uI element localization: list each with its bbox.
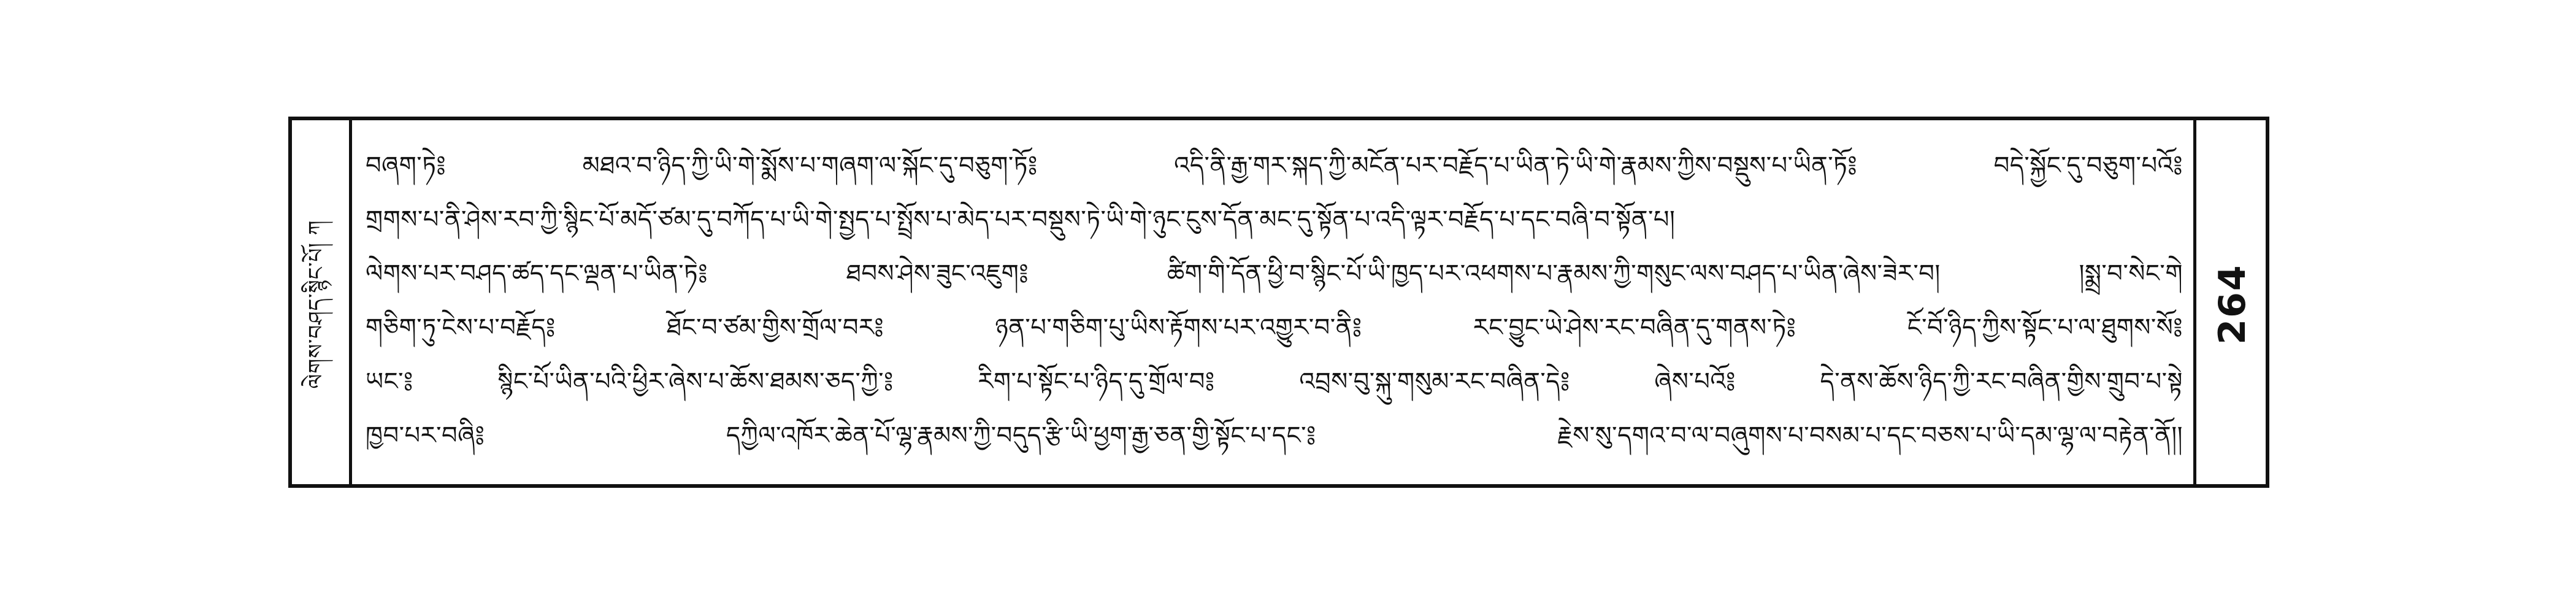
left-margin <box>292 120 352 484</box>
manuscript-folio <box>288 117 2269 488</box>
text-line-5: ཡང་༔ སྙིང་པོ་ཡིན་པའི་ཕྱིར་ཞེས་པ་ཆོས་ཐམས་ཅད་ཀྱི་༔ རིག་པ་སྟོང་པ་ཉིད་དུ་གྲོལ་བ༔ འབྲས་བུ་སྐུ་གསུམ་རང་བཞིན་དེ༔ ཞེས་པའོ༔ དེ་ནས་ཆོས་ཉིད་ཀྱི་རང་བཞིན་གྱིས་གྲུབ་པ་སྟེ <box>366 368 2183 396</box>
text-line-6: ཁྱབ་པར་བཞི༔ དཀྱིལ་འཁོར་ཆེན་པོ་ལྷ་རྣམས་ཀྱི་བདུད་རྩི་ཡི་ཕྱག་རྒྱ་ཅན་གྱི་སྟོང་པ་དང་༔ རྗེས་སུ་དགའ་བ་ལ་བཞུགས་པ་བསམ་པ་དང་བཅས་པ་ཡི་དམ་ལྷ་ལ་བརྟེན་ནོ།། <box>366 422 2183 450</box>
text-line-4: གཅིག་ཏུ་ངེས་པ་བརྗོད༔ ཐོང་བ་ཙམ་གྱིས་གྲོལ་བར༔ ཉན་པ་གཅིག་པུ་ཡིས་རྟོགས་པར་འགྱུར་བ་ནི༔ རང་བྱུང་ཡེ་ཤེས་རང་བཞིན་དུ་གནས་ཏེ༔ ངོ་བོ་ཉིད་ཀྱིས་སྟོང་པ་ལ་ཐུགས་སོ༔ <box>366 314 2183 342</box>
text-line-2: གྲགས་པ་ནི་ཤེས་རབ་ཀྱི་སྙིང་པོ་མདོ་ཙམ་དུ་བཀོད་པ་ཡི་གེ་སྤྱད་པ་སྤྲོས་པ་མེད་པར་བསྡུས་ཏེ་ཡི་གེ་ཉུང་ངུས་དོན་མང་དུ་སྟོན་པ་འདི་ལྟར་བརྗོད་པ་དང་བཞི་བ་སྟོན་པ། <box>366 206 1676 234</box>
text-line-1: བཞག་ཏེ༔ མཐའ་བ་ཉིད་ཀྱི་ཡི་གེ་སྨོས་པ་གཞག་ལ་སྐོང་དུ་བཅུག་ཏོ༔ འདི་ནི་རྒྱ་གར་སྐད་ཀྱི་མངོན་པར་བརྗོད་པ་ཡིན་ཏེ་ཡི་གེ་རྣམས་ཀྱིས་བསྡུས་པ་ཡིན་ཏོ༔ བདེ་སྐྱོང་དུ་བཅུག་པའོ༔ <box>366 152 2183 180</box>
right-margin <box>2193 120 2266 484</box>
margin-label: ལེགས་བཤད་སྙིང་པོ། ཀ <box>304 220 329 389</box>
text-block <box>366 139 2183 463</box>
text-line-3: ལེགས་པར་བཤད་ཚད་དང་ལྡན་པ་ཡིན་ཏེ༔ ཐབས་ཤེས་ཟུང་འཇུག༔ ཚིག་གི་དོན་ཕྱི་བ་སྙིང་པོ་ཡི་ཁྱད་པར་འཕགས་པ་རྣམས་ཀྱི་གསུང་ལས་བཤད་པ་ཡིན་ཞེས་ཟེར་བ། །སྨྲ་བ་སེང་གེ <box>366 260 2183 288</box>
page-number: 264 <box>2211 264 2254 345</box>
